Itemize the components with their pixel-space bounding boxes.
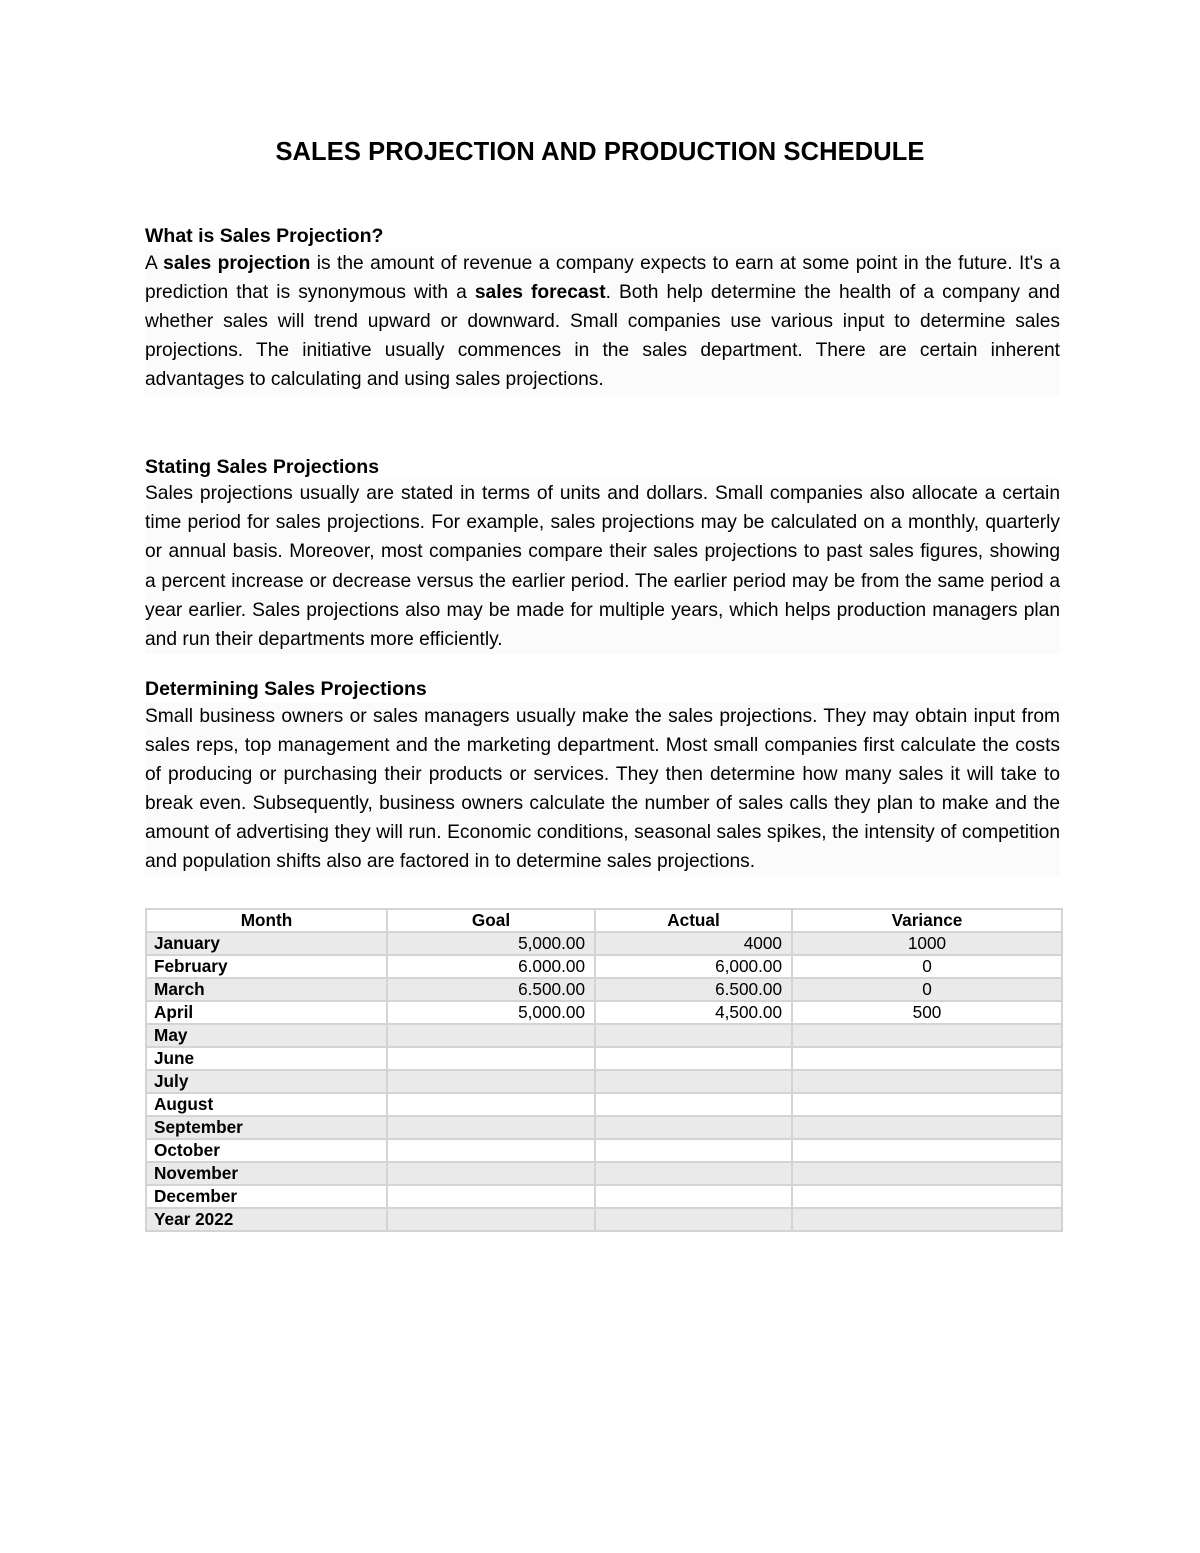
paragraph-stating-sales-projections: Sales projections usually are stated in terms of units and dollars. Small companies also allocate a certain time period for sales projections. For example, sales projections may be calculated on a monthly, quarterly or annual basis. Moreover, most companies compare their sales projections to past sales figures, showing a percent increase or decrease versus the earlier period. The earlier period may be from the same period a year earlier. Sales projections also may be made for multiple years, which helps production managers plan and run their departments more efficiently. [145, 479, 1060, 654]
table-cell-variance [793, 1140, 1063, 1163]
table-row [145, 979, 1063, 1002]
page-title: SALES PROJECTION AND PRODUCTION SCHEDULE [275, 138, 925, 166]
table-cell-variance: 0 [793, 956, 1063, 979]
table-cell-actual [596, 1071, 793, 1094]
table-cell-variance: 0 [793, 979, 1063, 1002]
table-row [145, 1025, 1063, 1048]
column-header-actual: Actual [596, 908, 793, 933]
table-cell-actual [596, 1140, 793, 1163]
sales-projection-table [145, 908, 1063, 1232]
table-cell-variance [793, 1209, 1063, 1232]
table-cell-month: April [145, 1002, 388, 1025]
table-row [145, 1048, 1063, 1071]
table-cell-goal [388, 1094, 596, 1117]
table-cell-goal [388, 1048, 596, 1071]
table-cell-variance [793, 1117, 1063, 1140]
table-row [145, 1002, 1063, 1025]
table-cell-goal [388, 1209, 596, 1232]
document-body [140, 167, 1060, 1231]
table-cell-goal [388, 1117, 596, 1140]
table-cell-actual [596, 1163, 793, 1186]
table-cell-variance: 500 [793, 1002, 1063, 1025]
table-row [145, 933, 1063, 956]
table-cell-month: October [145, 1140, 388, 1163]
table-cell-actual [596, 1117, 793, 1140]
table-cell-month: May [145, 1025, 388, 1048]
table-cell-variance [793, 1071, 1063, 1094]
table-cell-month: Year 2022 [145, 1209, 388, 1232]
table-header [145, 908, 1063, 933]
table-cell-variance [793, 1025, 1063, 1048]
table-cell-actual [596, 1186, 793, 1209]
table-cell-goal: 6.000.00 [388, 956, 596, 979]
table-row [145, 1163, 1063, 1186]
table-cell-actual [596, 1048, 793, 1071]
column-header-month: Month [145, 908, 388, 933]
table-cell-actual: 6,000.00 [596, 956, 793, 979]
table-cell-month: November [145, 1163, 388, 1186]
table-cell-goal [388, 1025, 596, 1048]
table-header-row [145, 908, 1063, 933]
table-row [145, 1186, 1063, 1209]
table-cell-month: February [145, 956, 388, 979]
section-heading-determining-sales-projections: Determining Sales Projections [145, 678, 427, 701]
sales-table-container [145, 908, 1060, 1232]
table-cell-variance [793, 1048, 1063, 1071]
table-cell-month: March [145, 979, 388, 1002]
section-heading-stating-sales-projections: Stating Sales Projections [145, 455, 380, 478]
table-cell-actual [596, 1209, 793, 1232]
table-cell-month: July [145, 1071, 388, 1094]
table-cell-month: September [145, 1117, 388, 1140]
table-cell-actual: 4000 [596, 933, 793, 956]
table-cell-variance: 1000 [793, 933, 1063, 956]
table-cell-month: January [145, 933, 388, 956]
paragraph-what-is-sales-projection: A sales projection is the amount of revenue a company expects to earn at some point in the future. It's a prediction that is synonymous with a sales forecast. Both help determine the health of a company and whether sales will trend upward or downward. Small companies use various input to determine sales projections. The initiative usually commences in the sales department. There are certain inherent advantages to calculating and using sales projections. [145, 249, 1060, 395]
table-cell-variance [793, 1094, 1063, 1117]
table-row [145, 1094, 1063, 1117]
table-cell-variance [793, 1163, 1063, 1186]
table-cell-goal [388, 1186, 596, 1209]
table-cell-variance [793, 1186, 1063, 1209]
section-heading-what-is-sales-projection: What is Sales Projection? [145, 225, 384, 248]
table-row [145, 1117, 1063, 1140]
table-cell-goal: 6.500.00 [388, 979, 596, 1002]
column-header-goal: Goal [388, 908, 596, 933]
table-cell-actual: 4,500.00 [596, 1002, 793, 1025]
table-row [145, 1209, 1063, 1232]
table-body [145, 933, 1063, 1232]
table-row [145, 1140, 1063, 1163]
table-cell-goal [388, 1071, 596, 1094]
table-row [145, 956, 1063, 979]
table-cell-actual [596, 1025, 793, 1048]
table-cell-month: August [145, 1094, 388, 1117]
table-cell-actual: 6.500.00 [596, 979, 793, 1002]
column-header-variance: Variance [793, 908, 1063, 933]
table-row [145, 1071, 1063, 1094]
table-cell-goal: 5,000.00 [388, 933, 596, 956]
table-cell-actual [596, 1094, 793, 1117]
table-cell-goal [388, 1140, 596, 1163]
table-cell-goal [388, 1163, 596, 1186]
table-cell-month: June [145, 1048, 388, 1071]
paragraph-determining-sales-projections: Small business owners or sales managers usually make the sales projections. They may obtain input from sales reps, top management and the marketing department. Most small companies first calculate the costs of producing or purchasing their products or services. They then determine how many sales it will take to break even. Subsequently, business owners calculate the number of sales calls they plan to make and the amount of advertising they will run. Economic conditions, seasonal sales spikes, the intensity of competition and population shifts also are factored in to determine sales projections. [145, 702, 1060, 877]
table-cell-month: December [145, 1186, 388, 1209]
table-cell-goal: 5,000.00 [388, 1002, 596, 1025]
